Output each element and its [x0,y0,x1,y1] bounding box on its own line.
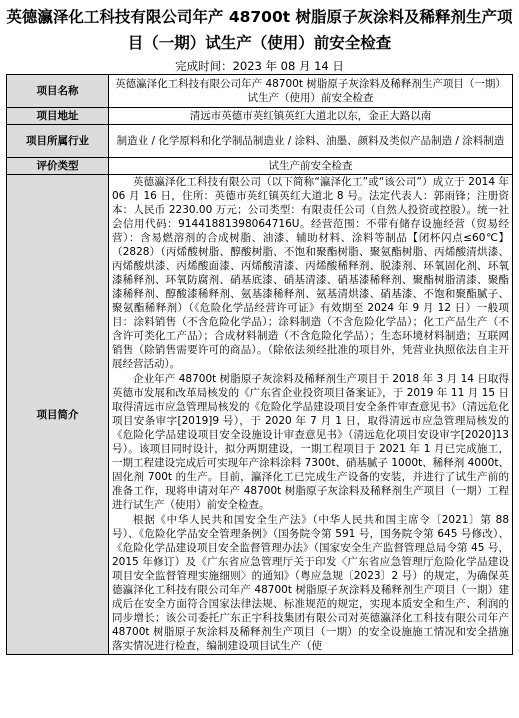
row-industry [7,125,513,158]
project-address-label: 项目地址 [7,108,109,125]
row-intro [7,175,513,655]
project-name-value: 英德瀛泽化工科技有限公司年产 48700t 树脂原子灰涂料及稀释剂生产项目（一期）试生产（使用）前安全检查 [109,75,513,108]
eval-type-label: 评价类型 [7,158,109,175]
completion-date: 完成时间：2023 年 08 月 14 日 [175,59,344,73]
project-info-table [6,74,513,655]
row-project-address [7,108,513,125]
industry-value: 制造业 / 化学原料和化学制品制造业 / 涂料、油墨、颜料及类似产品制造 / 涂料制造 [109,125,513,158]
intro-paragraph-2: 企业年产 48700t 树脂原子灰涂料及稀释剂生产项目于 2018 年 3 月 14 日取得英德市发展和改革局核发的《广东省企业投资项目备案证》，于 2019 年 11 月 15 日取得清远市应急管理局核发的《危险化学品建设项目安全条件审查意见书》（清远危化项目安条审字[2019]9 号），于 2020 年 7 月 1 日，取得清远市应急管理局核发的《危险化学品建设项目安全设施设计审查意见书》（清远危化项目安设审字[2020]13 号）。该项目同时设计，拟分两期建设，一期工程项目于 2021 年 1 月已完成施工，一期工程建设完成后可实现年产涂料涂料 7300t、硝基腻子 1000t、稀释剂 4000t、固化剂 700t 的生产。目前，瀛泽化工已完成生产设备的安装，并进行了试生产前的准备工作，现将申请对年产 48700t 树脂原子灰涂料及稀释剂生产项目（一期）工程进行试生产（使用）前安全检查。 [112,373,509,511]
project-address-value: 清远市英德市英红镇英红大道北以东，金正大路以南 [109,108,513,125]
project-name-label: 项目名称 [7,75,109,108]
intro-label: 项目简介 [7,175,109,655]
row-eval-type [7,158,513,175]
eval-type-value: 试生产前安全检查 [109,158,513,175]
intro-paragraph-3: 根据《中华人民共和国安全生产法》（中华人民共和国主席令〔2021〕第 88 号）、《危险化学品安全管理条例》（国务院令第 591 号，国务院令第 645 号修改）、《危险化学品建设项目安全监督管理办法》（国家安全生产监督管理总局令第 45 号，2015 年修订）及《广东省应急管理厅关于印发〈广东省应急管理厅危险化学品建设项目安全监督管理实施细则〉的通知》（粤应急规〔2023〕2 号）的规定，为确保英德瀛泽化工科技有限公司年产 48700t 树脂原子灰涂料及稀释剂生产项目（一期）建成后在安全方面符合国家法律法规、标准规范的规定，实现本质安全和生产、利润的同步增长；该公司委托广东正宇科技集团有限公司对英德瀛泽化工科技有限公司年产 48700t 树脂原子灰涂料及稀释剂生产项目（一期）的安全设施施工情况和安全措施落实情况进行检查，编制建设项目试生产（使 [112,514,509,652]
row-project-name [7,75,513,108]
intro-paragraph-1: 英德瀛泽化工科技有限公司（以下简称“瀛泽化工”或“该公司”）成立于 2014 年 06 月 16 日，住所：英德市英红镇英红大道北 8 号。法定代表人：郭雨锋；注册资本：人民币 2230.00 万元；公司类型：有限责任公司（自然人投资或控股）。统一社会信用代码：91441881398064716U。经营范围：不带有储存设施经营（贸易经营）：含易燃溶剂的合成树脂、油漆、辅助材料、涂料等制品【闭杯闪点≤60℃】（2828）（丙烯酸树脂、醇酸树脂、不饱和聚酯树脂、聚氨酯树脂、丙烯酸清烘漆、丙烯酸烘漆、丙烯酸面漆、丙烯酸清漆、丙烯酸稀释剂、脱漆剂、环氧固化剂、环氧漆稀释剂、环氧防腐剂、硝基底漆、硝基清漆、硝基漆稀释剂、聚酯树脂清漆、聚酯漆稀释剂、醇酸漆稀释剂、氨基漆稀释剂、氨基清烘漆、硝基漆、不饱和聚酯腻子、聚氨酯稀释剂）（《危险化学品经营许可证》有效期至 2024 年 9 月 12 日）一般项目：涂料销售（不含危险化学品）；涂料制造（不含危险化学品）；化工产品生产（不含许可类化工产品）；合成材料制造（不含危险化学品）；生态环境材料制造；互联网销售（除销售需要许可的商品）。（除依法须经批准的项目外，凭营业执照依法自主开展经营活动）。 [112,176,509,370]
document-title: 英德瀛泽化工科技有限公司年产 48700t 树脂原子灰涂料及稀释剂生产项目（一期）试生产（使用）前安全检查 [6,8,513,52]
intro-content [109,175,513,655]
industry-label: 项目所属行业 [7,125,109,158]
